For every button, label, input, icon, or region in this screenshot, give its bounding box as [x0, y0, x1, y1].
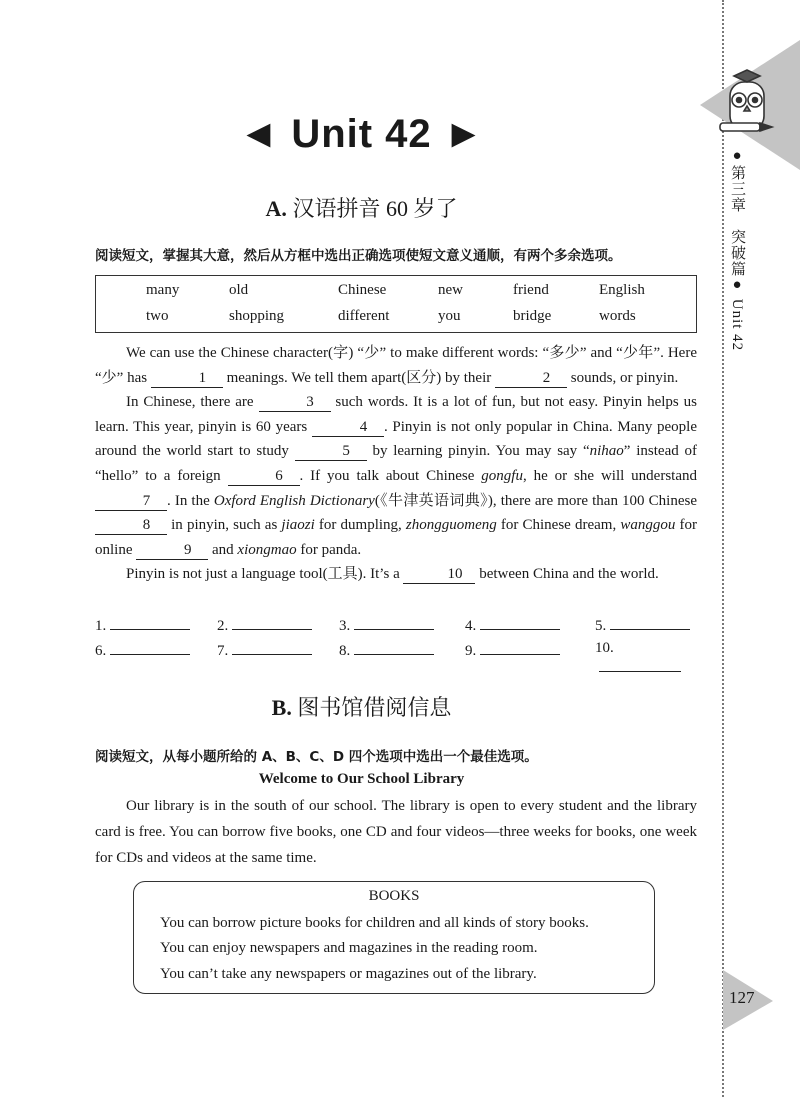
answer-item: [465, 640, 560, 660]
passage-text: . In the: [167, 492, 214, 509]
answer-line[interactable]: [610, 615, 690, 630]
passage-text: for Chinese dream,: [496, 517, 621, 534]
answer-blanks: [95, 615, 697, 664]
answer-item: [95, 615, 190, 635]
answer-row: [95, 615, 697, 640]
books-info-box: [133, 881, 655, 994]
word-option: friend: [513, 282, 549, 298]
italic-term: wanggou: [620, 517, 676, 534]
numbered-blank: 2: [495, 370, 567, 388]
section-b-title: 图书馆借阅信息: [297, 695, 452, 720]
passage-a-paragraph: [95, 562, 697, 587]
answer-item: [465, 615, 560, 635]
answer-number: 9.: [465, 642, 477, 659]
passage-text: In Chinese, there are: [126, 394, 259, 411]
books-box-line: You can’t take any newspapers or magazines out of the library.: [160, 966, 537, 982]
passage-text: meanings. We tell them apart(区分) by their: [222, 369, 496, 386]
answer-line[interactable]: [232, 640, 312, 655]
page-number: 127: [729, 988, 755, 1007]
answer-line[interactable]: [354, 640, 434, 655]
passage-a-paragraph: [95, 341, 697, 390]
answer-item: [95, 640, 190, 660]
section-b-instruction: 阅读短文，从每小题所给的 A、B、C、D 四个选项中选出一个最佳选项。: [95, 749, 538, 765]
word-option: many: [146, 282, 180, 298]
section-b-heading: [0, 691, 723, 722]
italic-term: nihao: [589, 443, 624, 460]
passage-text: for dumpling,: [314, 517, 406, 534]
answer-item: [595, 640, 697, 677]
word-option: Chinese: [338, 282, 387, 298]
section-a-letter: A.: [265, 196, 287, 221]
numbered-blank: 6: [228, 468, 300, 486]
numbered-blank: 3: [259, 394, 331, 412]
passage-text: We can use the Chinese character(字) “少” to make different words: “多少” and “少年”. Here “少” has: [95, 345, 697, 386]
passage-a: [95, 341, 697, 587]
answer-line[interactable]: [480, 615, 560, 630]
passage-text: in pinyin, such as: [167, 517, 282, 534]
answer-line[interactable]: [480, 640, 560, 655]
passage-text: ” instead of “hello” to a foreign: [95, 443, 697, 484]
word-choice-box: [95, 275, 697, 333]
answer-item: [339, 615, 434, 635]
answer-number: 8.: [339, 642, 351, 659]
word-option: old: [229, 282, 249, 298]
passage-b-paragraph: Our library is in the south of our school. The library is open to every student and the library card is free. You can borrow five books, one CD and four videos—three weeks for books, one week for CDs and videos at the same time.: [95, 798, 697, 866]
passage-text: such words. It is a lot of fun, but not easy. Pinyin helps us learn. This year, pinyin is 60 years: [95, 394, 697, 435]
word-option: words: [599, 308, 636, 324]
word-option: bridge: [513, 308, 552, 324]
unit-title: ◄ Unit 42 ►: [238, 112, 485, 156]
answer-item: [217, 640, 312, 660]
numbered-blank: 7: [95, 493, 167, 511]
section-b-letter: B.: [271, 695, 292, 720]
passage-text: between China and the world.: [475, 566, 659, 583]
numbered-blank: 4: [312, 419, 384, 437]
answer-number: 6.: [95, 642, 107, 659]
italic-term: zhongguomeng: [405, 517, 497, 534]
passage-text: sounds, or pinyin.: [567, 369, 679, 386]
answer-line[interactable]: [232, 615, 312, 630]
chapter-side-label: ●第三章 突破篇● Unit 42: [729, 148, 745, 352]
numbered-blank: 1: [151, 370, 223, 388]
italic-term: xiongmao: [237, 541, 297, 558]
numbered-blank: 9: [136, 542, 208, 560]
passage-text: Pinyin is not just a language tool(工具). It’s a: [126, 566, 404, 583]
word-box-row: [96, 308, 696, 334]
answer-number: 10.: [595, 639, 614, 656]
passage-text: by learning pinyin. You may say “: [366, 443, 590, 460]
answer-number: 5.: [595, 618, 607, 634]
answer-item: [339, 640, 434, 660]
answer-number: 4.: [465, 618, 477, 634]
passage-text: . Pinyin is not only popular in China. Many people around the world start to study: [95, 418, 697, 460]
italic-term: Oxford English Dictionary: [213, 492, 375, 509]
answer-line[interactable]: [110, 615, 190, 630]
books-box-title: BOOKS: [368, 888, 420, 904]
answer-item: [217, 615, 312, 635]
word-option: English: [599, 282, 645, 298]
section-a-title: 汉语拼音 60 岁了: [292, 196, 458, 221]
passage-text: for panda.: [296, 541, 362, 558]
word-option: you: [438, 308, 461, 324]
passage-text: . If you talk about Chinese: [299, 467, 482, 484]
numbered-blank: 8: [95, 517, 167, 535]
answer-number: 1.: [95, 618, 107, 634]
word-option: shopping: [229, 308, 285, 324]
passage-text: and: [208, 541, 238, 558]
word-option: new: [438, 282, 463, 298]
answer-line[interactable]: [354, 615, 434, 630]
passage-b-title: Welcome to Our School Library: [258, 771, 465, 787]
passage-b: [95, 793, 697, 871]
answer-row: [95, 640, 697, 665]
books-box-line: You can enjoy newspapers and magazines in the reading room.: [160, 940, 538, 956]
answer-item: [595, 615, 690, 635]
answer-number: 3.: [339, 618, 351, 634]
word-option: two: [146, 308, 169, 324]
word-option: different: [338, 308, 390, 324]
books-box-line: You can borrow picture books for children and all kinds of story books.: [160, 915, 589, 931]
answer-line[interactable]: [110, 640, 190, 655]
answer-number: 2.: [217, 618, 229, 634]
passage-text: (《牛津英语词典》), there are more than 100 Chinese: [374, 492, 697, 509]
word-box-row: [96, 282, 696, 308]
answer-number: 7.: [217, 642, 229, 659]
italic-term: jiaozi: [281, 517, 315, 534]
passage-a-paragraph: [95, 390, 697, 562]
section-a-heading: [0, 192, 723, 223]
section-a-instruction: 阅读短文，掌握其大意，然后从方框中选出正确选项使短文意义通顺，有两个多余选项。: [95, 248, 622, 264]
italic-term: gongfu: [481, 467, 523, 484]
passage-text: , he or she will understand: [522, 467, 697, 484]
answer-line[interactable]: [599, 657, 681, 672]
passage-text: for online: [95, 517, 697, 558]
numbered-blank: 5: [295, 443, 367, 461]
numbered-blank: 10: [403, 566, 475, 584]
